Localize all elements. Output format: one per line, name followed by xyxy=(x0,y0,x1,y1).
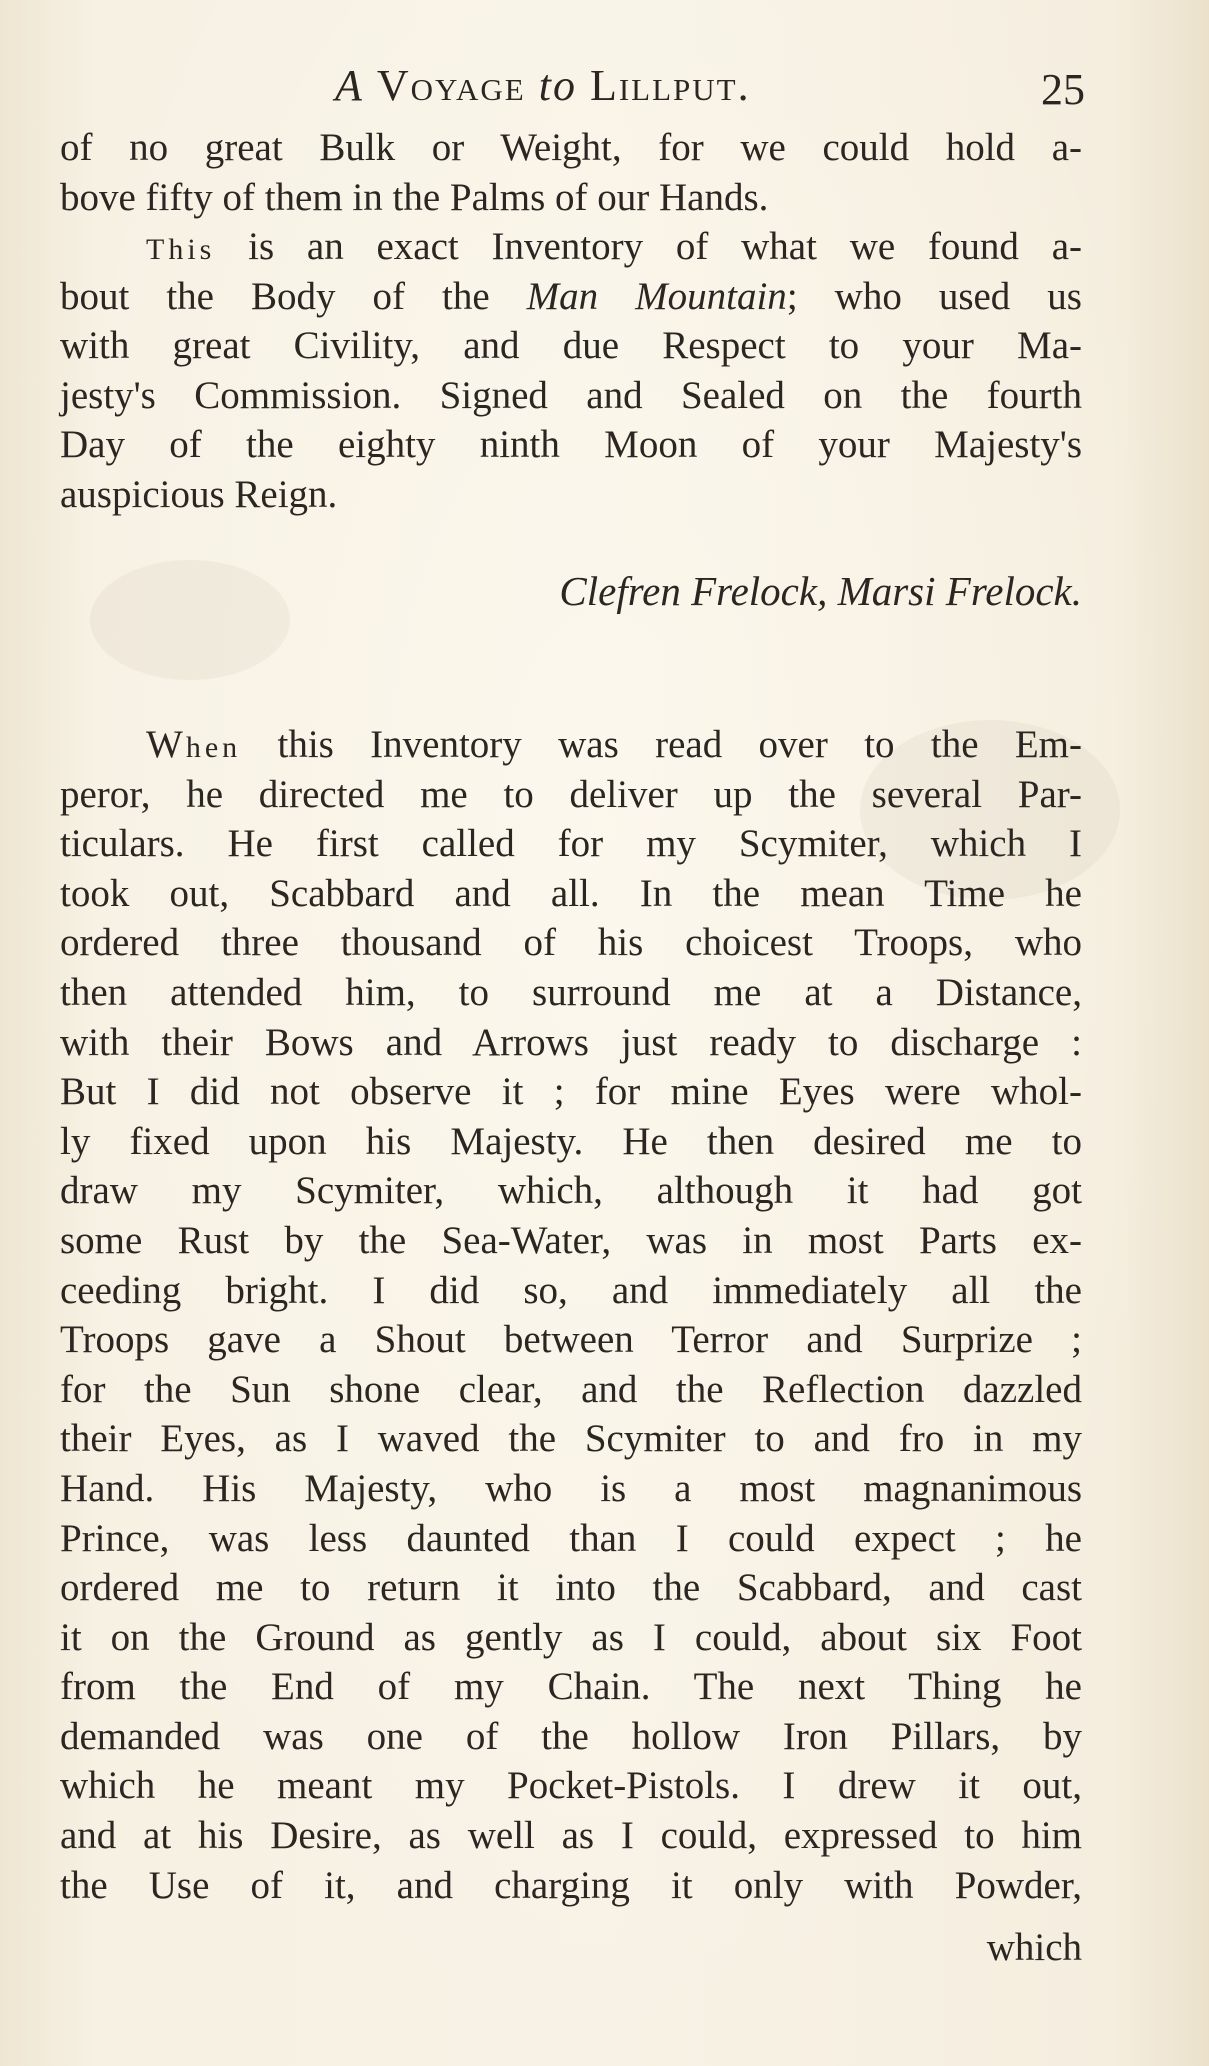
title-to: to xyxy=(538,61,577,110)
text-line: peror, he directed me to deliver up the several Par- xyxy=(60,772,1082,816)
text-line: ticulars. He first called for my Scymiter, which I xyxy=(60,822,1082,866)
catchword: which xyxy=(986,1926,1082,1969)
text-line: the Use of it, and charging it only with Powder, xyxy=(60,1863,1082,1907)
running-title xyxy=(335,60,751,111)
lead-small-caps: hen xyxy=(185,731,242,764)
text-fragment: is an exact Inventory of what we found a- xyxy=(215,225,1082,268)
text-line: of no great Bulk or Weight, for we could hold a- xyxy=(60,126,1082,169)
text-line: Hand. His Majesty, who is a most magnanimous xyxy=(60,1466,1082,1510)
text-line: auspicious Reign. xyxy=(60,472,338,516)
text-line: then attended him, to surround me at a Distance, xyxy=(60,970,1082,1014)
text-line: took out, Scabbard and all. In the mean Time he xyxy=(60,871,1082,915)
text-line: with their Bows and Arrows just ready to discharge : xyxy=(60,1020,1082,1064)
text-line: Prince, was less daunted than I could expect ; he xyxy=(60,1516,1082,1560)
text-line: and at his Desire, as well as I could, expressed to him xyxy=(60,1814,1082,1858)
text-line xyxy=(60,720,1082,770)
text-line: ly fixed upon his Majesty. He then desired me to xyxy=(60,1119,1082,1163)
text-line: ordered me to return it into the Scabbard, and cast xyxy=(60,1566,1082,1610)
paper-stain xyxy=(90,560,290,680)
text-line xyxy=(60,272,1082,322)
text-line: some Rust by the Sea-Water, was in most Parts ex- xyxy=(60,1218,1082,1262)
text-line: But I did not observe it ; for mine Eyes were whol- xyxy=(60,1070,1082,1114)
text-line: with great Civility, and due Respect to your Ma- xyxy=(60,324,1082,368)
text-line: ordered three thousand of his choicest Troops, who xyxy=(60,921,1082,965)
text-fragment: ; who used us xyxy=(786,274,1082,318)
lead-cap-initial: W xyxy=(146,723,186,766)
italic-phrase: Man Mountain xyxy=(526,274,787,318)
text-line: Troops gave a Shout between Terror and Surprize ; xyxy=(60,1318,1082,1362)
signature-line: Clefren Frelock, Marsi Frelock. xyxy=(559,568,1082,614)
text-fragment: bout the Body of the xyxy=(60,274,527,318)
text-line: from the End of my Chain. The next Thing he xyxy=(60,1665,1082,1709)
text-line xyxy=(60,222,1082,272)
paragraph-inventory-end xyxy=(60,123,1082,222)
paragraph-inventory-close xyxy=(60,222,1082,520)
running-header xyxy=(335,60,1085,120)
paragraph-emperor xyxy=(60,720,1082,1910)
text-line: draw my Scymiter, which, although it had got xyxy=(60,1169,1082,1213)
text-line: it on the Ground as gently as I could, about six Foot xyxy=(60,1615,1082,1659)
lead-small-caps: This xyxy=(146,233,216,266)
text-line: bove fifty of them in the Palms of our Hands. xyxy=(60,175,769,219)
text-line: their Eyes, as I waved the Scymiter to and fro in my xyxy=(60,1417,1082,1461)
title-voyage: Voyage xyxy=(376,61,526,110)
text-fragment: this Inventory was read over to the Em- xyxy=(241,723,1082,766)
page-number: 25 xyxy=(1041,65,1085,114)
text-line: jesty's Commission. Signed and Sealed on the fourth xyxy=(60,373,1082,417)
text-line: for the Sun shone clear, and the Reflection dazzled xyxy=(60,1367,1082,1411)
text-line: Day of the eighty ninth Moon of your Majesty's xyxy=(60,423,1082,467)
text-line: ceeding bright. I did so, and immediately all the xyxy=(60,1268,1082,1312)
text-line: demanded was one of the hollow Iron Pillars, by xyxy=(60,1714,1082,1758)
text-line: which he meant my Pocket-Pistols. I drew it out, xyxy=(60,1764,1082,1808)
title-place: Lillput. xyxy=(589,61,751,110)
paragraph-lines xyxy=(60,770,1082,1911)
title-article: A xyxy=(335,61,364,110)
